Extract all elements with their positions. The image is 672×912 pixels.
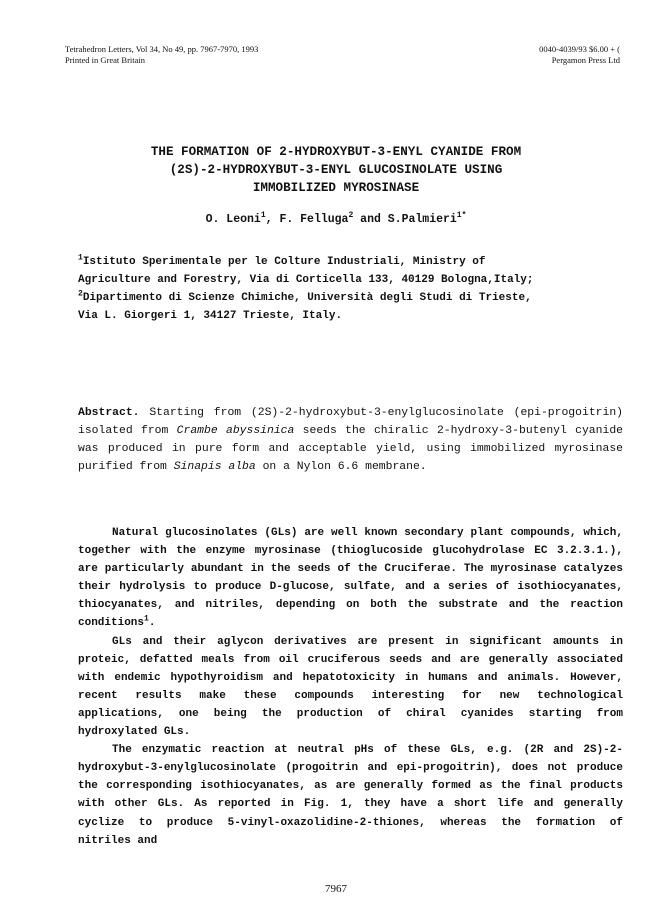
abstract-text: Starting from (2S)-2-hydroxybut-3-enylglucosinolate (epi-progoitrin) isolated from: [78, 407, 623, 437]
journal-header: [65, 44, 258, 66]
reference-marker: 1: [144, 614, 149, 624]
affiliations: [78, 253, 623, 325]
author-separator: and: [353, 213, 388, 226]
paragraph-3: The enzymatic reaction at neutral pHs of these GLs, e.g. (2R and 2S)-2-hydroxybut-3-enylglucosinolate (progoitrin and epi-progoitrin), does not produce the corresponding isothiocyanates, as are generally formed as the final products with other GLs. As reported in Fig. 1, they have a short life and generally cyclize to produce 5-vinyl-oxazolidine-2-thiones, whereas the formation of nitriles and: [78, 744, 623, 847]
publisher-name: Pergamon Press Ltd: [551, 55, 620, 65]
journal-citation: Tetrahedron Letters, Vol 34, No 49, pp. 7967-7970, 1993: [65, 44, 259, 54]
abstract-text: seeds the chiralic 2-hydroxy-3-butenyl cyanide was produced in pure form and acceptable yield, using immobilized myrosinase purified from: [78, 425, 623, 473]
abstract: [78, 404, 623, 476]
author-1: O. Leoni: [205, 213, 261, 226]
publisher-header: [539, 44, 620, 66]
paper-title: [70, 143, 602, 197]
affiliation-1-line-2: Agriculture and Forestry, Via di Corticella 133, 40129 Bologna,Italy;: [78, 274, 534, 286]
author-2: F. Felluga: [279, 213, 349, 226]
author-list: [70, 213, 602, 226]
page-number: 7967: [325, 883, 347, 895]
body-text: [78, 524, 623, 850]
title-line-3: IMMOBILIZED MYROSINASE: [252, 181, 420, 195]
species-name: Sinapis alba: [173, 461, 256, 473]
printed-in: Printed in Great Britain: [65, 55, 146, 65]
affiliation-2-marker: 2: [78, 289, 83, 299]
affiliation-1-line-1: $^1$Istituto Sperimentale per le Colture Industriali, Ministry of: [78, 253, 486, 268]
affiliation-1-marker: 1: [78, 253, 83, 263]
title-line-1: THE FORMATION OF 2-HYDROXYBUT-3-ENYL CYANIDE FROM: [150, 145, 522, 159]
species-name: Crambe abyssinica: [176, 425, 295, 437]
affiliation-2-line-1: $^2$Dipartimento di Scienze Chimiche, Università degli Studi di Trieste,: [78, 289, 532, 304]
author-1-affil: 1: [260, 211, 266, 221]
abstract-text: on a Nylon 6.6 membrane.: [255, 461, 427, 473]
paragraph-2: GLs and their aglycon derivatives are present in significant amounts in proteic, defatted meals from oil cruciferous seeds and are generally associated with endemic hypothyroidism and hepatotoxicity in humans and animals. However, recent results make these compounds interesting for new technological applications, one being the production of chiral cyanides starting from hydroxylated GLs.: [78, 635, 623, 739]
author-2-affil: 2: [348, 211, 354, 221]
abstract-label: Abstract.: [78, 407, 140, 419]
title-line-2: (2S)-2-HYDROXYBUT-3-ENYL GLUCOSINOLATE USING: [169, 163, 503, 177]
author-separator: ,: [265, 213, 280, 226]
paragraph-1: Natural glucosinolates (GLs) are well known secondary plant compounds, which, together with the enzyme myrosinase (thioglucoside glucohydrolase EC 3.2.3.1.), are particularly abundant in the seeds of the Cruciferae. The myrosinase catalyzes their hydrolysis to produce D-glucose, sulfate, and a series of isothiocyanates, thiocyanates, and nitriles, depending on both the substrate and the reaction conditions$^1$.: [78, 527, 623, 630]
article-code: 0040-4039/93 $6.00 + (: [539, 44, 620, 54]
author-3: S.Palmieri: [387, 213, 457, 226]
author-3-affil: 1*: [456, 211, 467, 221]
affiliation-2-line-2: Via L. Giorgeri 1, 34127 Trieste, Italy.: [78, 310, 343, 322]
